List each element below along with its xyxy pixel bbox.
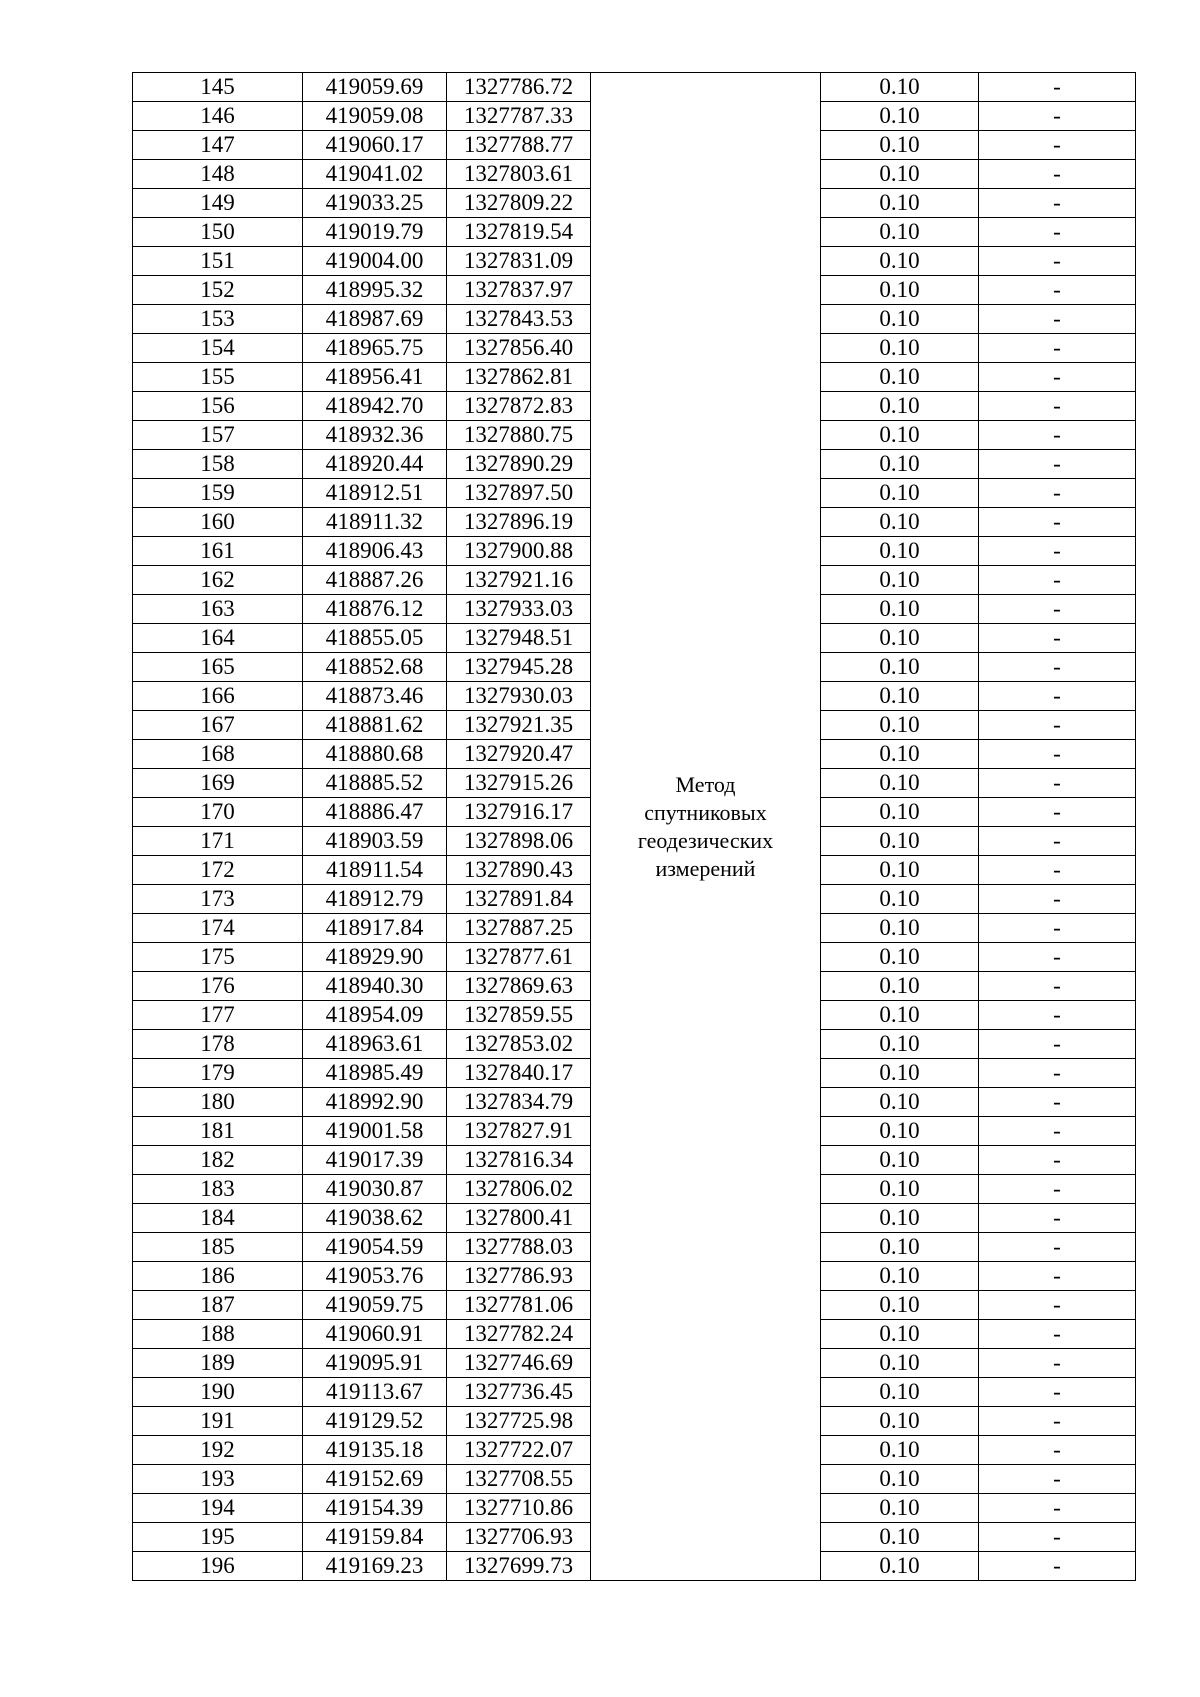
y-coordinate-cell: 1327827.91 bbox=[447, 1117, 591, 1146]
y-coordinate-cell: 1327880.75 bbox=[447, 421, 591, 450]
accuracy-cell: 0.10 bbox=[821, 1436, 979, 1465]
description-cell: - bbox=[979, 1030, 1136, 1059]
accuracy-cell: 0.10 bbox=[821, 769, 979, 798]
point-number-cell: 154 bbox=[133, 334, 303, 363]
x-coordinate-cell: 419095.91 bbox=[303, 1349, 447, 1378]
y-coordinate-cell: 1327869.63 bbox=[447, 972, 591, 1001]
description-cell: - bbox=[979, 798, 1136, 827]
accuracy-cell: 0.10 bbox=[821, 740, 979, 769]
y-coordinate-cell: 1327933.03 bbox=[447, 595, 591, 624]
accuracy-cell: 0.10 bbox=[821, 943, 979, 972]
y-coordinate-cell: 1327890.29 bbox=[447, 450, 591, 479]
x-coordinate-cell: 418929.90 bbox=[303, 943, 447, 972]
description-cell: - bbox=[979, 1552, 1136, 1581]
point-number-cell: 173 bbox=[133, 885, 303, 914]
x-coordinate-cell: 419030.87 bbox=[303, 1175, 447, 1204]
accuracy-cell: 0.10 bbox=[821, 711, 979, 740]
description-cell: - bbox=[979, 247, 1136, 276]
accuracy-cell: 0.10 bbox=[821, 1494, 979, 1523]
description-cell: - bbox=[979, 1117, 1136, 1146]
description-cell: - bbox=[979, 479, 1136, 508]
y-coordinate-cell: 1327816.34 bbox=[447, 1146, 591, 1175]
point-number-cell: 158 bbox=[133, 450, 303, 479]
description-cell: - bbox=[979, 1436, 1136, 1465]
accuracy-cell: 0.10 bbox=[821, 160, 979, 189]
accuracy-cell: 0.10 bbox=[821, 1378, 979, 1407]
accuracy-cell: 0.10 bbox=[821, 1262, 979, 1291]
y-coordinate-cell: 1327782.24 bbox=[447, 1320, 591, 1349]
point-number-cell: 186 bbox=[133, 1262, 303, 1291]
point-number-cell: 162 bbox=[133, 566, 303, 595]
x-coordinate-cell: 419135.18 bbox=[303, 1436, 447, 1465]
point-number-cell: 157 bbox=[133, 421, 303, 450]
method-text-line: геодезических bbox=[637, 827, 774, 853]
accuracy-cell: 0.10 bbox=[821, 653, 979, 682]
x-coordinate-cell: 418995.32 bbox=[303, 276, 447, 305]
accuracy-cell: 0.10 bbox=[821, 73, 979, 102]
description-cell: - bbox=[979, 1465, 1136, 1494]
x-coordinate-cell: 419019.79 bbox=[303, 218, 447, 247]
point-number-cell: 178 bbox=[133, 1030, 303, 1059]
point-number-cell: 153 bbox=[133, 305, 303, 334]
coordinates-table-body bbox=[133, 73, 1136, 1581]
point-number-cell: 152 bbox=[133, 276, 303, 305]
accuracy-cell: 0.10 bbox=[821, 566, 979, 595]
x-coordinate-cell: 418942.70 bbox=[303, 392, 447, 421]
x-coordinate-cell: 418911.54 bbox=[303, 856, 447, 885]
point-number-cell: 168 bbox=[133, 740, 303, 769]
point-number-cell: 169 bbox=[133, 769, 303, 798]
accuracy-cell: 0.10 bbox=[821, 914, 979, 943]
y-coordinate-cell: 1327806.02 bbox=[447, 1175, 591, 1204]
point-number-cell: 148 bbox=[133, 160, 303, 189]
y-coordinate-cell: 1327819.54 bbox=[447, 218, 591, 247]
method-text-line: измерений bbox=[655, 855, 756, 881]
accuracy-cell: 0.10 bbox=[821, 798, 979, 827]
accuracy-cell: 0.10 bbox=[821, 1030, 979, 1059]
x-coordinate-cell: 419169.23 bbox=[303, 1552, 447, 1581]
x-coordinate-cell: 419059.69 bbox=[303, 73, 447, 102]
y-coordinate-cell: 1327746.69 bbox=[447, 1349, 591, 1378]
y-coordinate-cell: 1327725.98 bbox=[447, 1407, 591, 1436]
y-coordinate-cell: 1327916.17 bbox=[447, 798, 591, 827]
accuracy-cell: 0.10 bbox=[821, 624, 979, 653]
description-cell: - bbox=[979, 1349, 1136, 1378]
accuracy-cell: 0.10 bbox=[821, 450, 979, 479]
accuracy-cell: 0.10 bbox=[821, 972, 979, 1001]
x-coordinate-cell: 418985.49 bbox=[303, 1059, 447, 1088]
point-number-cell: 164 bbox=[133, 624, 303, 653]
x-coordinate-cell: 418917.84 bbox=[303, 914, 447, 943]
y-coordinate-cell: 1327862.81 bbox=[447, 363, 591, 392]
description-cell: - bbox=[979, 160, 1136, 189]
coordinates-table bbox=[132, 72, 1136, 1581]
x-coordinate-cell: 418886.47 bbox=[303, 798, 447, 827]
accuracy-cell: 0.10 bbox=[821, 392, 979, 421]
accuracy-cell: 0.10 bbox=[821, 595, 979, 624]
description-cell: - bbox=[979, 682, 1136, 711]
y-coordinate-cell: 1327859.55 bbox=[447, 1001, 591, 1030]
description-cell: - bbox=[979, 914, 1136, 943]
accuracy-cell: 0.10 bbox=[821, 1088, 979, 1117]
point-number-cell: 192 bbox=[133, 1436, 303, 1465]
y-coordinate-cell: 1327948.51 bbox=[447, 624, 591, 653]
x-coordinate-cell: 418876.12 bbox=[303, 595, 447, 624]
accuracy-cell: 0.10 bbox=[821, 1001, 979, 1030]
accuracy-cell: 0.10 bbox=[821, 131, 979, 160]
description-cell: - bbox=[979, 624, 1136, 653]
accuracy-cell: 0.10 bbox=[821, 1233, 979, 1262]
description-cell: - bbox=[979, 508, 1136, 537]
y-coordinate-cell: 1327708.55 bbox=[447, 1465, 591, 1494]
y-coordinate-cell: 1327788.77 bbox=[447, 131, 591, 160]
point-number-cell: 167 bbox=[133, 711, 303, 740]
accuracy-cell: 0.10 bbox=[821, 827, 979, 856]
accuracy-cell: 0.10 bbox=[821, 276, 979, 305]
x-coordinate-cell: 419060.91 bbox=[303, 1320, 447, 1349]
accuracy-cell: 0.10 bbox=[821, 305, 979, 334]
point-number-cell: 163 bbox=[133, 595, 303, 624]
description-cell: - bbox=[979, 653, 1136, 682]
point-number-cell: 190 bbox=[133, 1378, 303, 1407]
point-number-cell: 159 bbox=[133, 479, 303, 508]
x-coordinate-cell: 418956.41 bbox=[303, 363, 447, 392]
point-number-cell: 149 bbox=[133, 189, 303, 218]
point-number-cell: 177 bbox=[133, 1001, 303, 1030]
point-number-cell: 195 bbox=[133, 1523, 303, 1552]
x-coordinate-cell: 418912.51 bbox=[303, 479, 447, 508]
description-cell: - bbox=[979, 1175, 1136, 1204]
y-coordinate-cell: 1327915.26 bbox=[447, 769, 591, 798]
y-coordinate-cell: 1327786.93 bbox=[447, 1262, 591, 1291]
description-cell: - bbox=[979, 1378, 1136, 1407]
y-coordinate-cell: 1327896.19 bbox=[447, 508, 591, 537]
y-coordinate-cell: 1327890.43 bbox=[447, 856, 591, 885]
y-coordinate-cell: 1327898.06 bbox=[447, 827, 591, 856]
accuracy-cell: 0.10 bbox=[821, 682, 979, 711]
y-coordinate-cell: 1327900.88 bbox=[447, 537, 591, 566]
y-coordinate-cell: 1327787.33 bbox=[447, 102, 591, 131]
accuracy-cell: 0.10 bbox=[821, 1117, 979, 1146]
x-coordinate-cell: 419129.52 bbox=[303, 1407, 447, 1436]
point-number-cell: 193 bbox=[133, 1465, 303, 1494]
method-text-line: Метод bbox=[675, 771, 736, 797]
x-coordinate-cell: 418965.75 bbox=[303, 334, 447, 363]
y-coordinate-cell: 1327920.47 bbox=[447, 740, 591, 769]
description-cell: - bbox=[979, 1233, 1136, 1262]
x-coordinate-cell: 418880.68 bbox=[303, 740, 447, 769]
x-coordinate-cell: 418903.59 bbox=[303, 827, 447, 856]
description-cell: - bbox=[979, 218, 1136, 247]
y-coordinate-cell: 1327887.25 bbox=[447, 914, 591, 943]
y-coordinate-cell: 1327877.61 bbox=[447, 943, 591, 972]
description-cell: - bbox=[979, 421, 1136, 450]
description-cell: - bbox=[979, 769, 1136, 798]
description-cell: - bbox=[979, 1204, 1136, 1233]
y-coordinate-cell: 1327853.02 bbox=[447, 1030, 591, 1059]
x-coordinate-cell: 419041.02 bbox=[303, 160, 447, 189]
point-number-cell: 188 bbox=[133, 1320, 303, 1349]
x-coordinate-cell: 418963.61 bbox=[303, 1030, 447, 1059]
description-cell: - bbox=[979, 1059, 1136, 1088]
accuracy-cell: 0.10 bbox=[821, 102, 979, 131]
x-coordinate-cell: 419038.62 bbox=[303, 1204, 447, 1233]
description-cell: - bbox=[979, 566, 1136, 595]
description-cell: - bbox=[979, 1523, 1136, 1552]
description-cell: - bbox=[979, 1407, 1136, 1436]
point-number-cell: 194 bbox=[133, 1494, 303, 1523]
description-cell: - bbox=[979, 392, 1136, 421]
description-cell: - bbox=[979, 595, 1136, 624]
x-coordinate-cell: 419054.59 bbox=[303, 1233, 447, 1262]
accuracy-cell: 0.10 bbox=[821, 537, 979, 566]
description-cell: - bbox=[979, 856, 1136, 885]
method-text-line: спутниковых bbox=[644, 799, 767, 825]
accuracy-cell: 0.10 bbox=[821, 189, 979, 218]
accuracy-cell: 0.10 bbox=[821, 856, 979, 885]
point-number-cell: 179 bbox=[133, 1059, 303, 1088]
x-coordinate-cell: 419159.84 bbox=[303, 1523, 447, 1552]
point-number-cell: 146 bbox=[133, 102, 303, 131]
y-coordinate-cell: 1327843.53 bbox=[447, 305, 591, 334]
accuracy-cell: 0.10 bbox=[821, 1291, 979, 1320]
y-coordinate-cell: 1327706.93 bbox=[447, 1523, 591, 1552]
point-number-cell: 184 bbox=[133, 1204, 303, 1233]
y-coordinate-cell: 1327856.40 bbox=[447, 334, 591, 363]
description-cell: - bbox=[979, 73, 1136, 102]
accuracy-cell: 0.10 bbox=[821, 334, 979, 363]
description-cell: - bbox=[979, 363, 1136, 392]
point-number-cell: 176 bbox=[133, 972, 303, 1001]
point-number-cell: 171 bbox=[133, 827, 303, 856]
x-coordinate-cell: 419152.69 bbox=[303, 1465, 447, 1494]
x-coordinate-cell: 419060.17 bbox=[303, 131, 447, 160]
point-number-cell: 187 bbox=[133, 1291, 303, 1320]
description-cell: - bbox=[979, 943, 1136, 972]
x-coordinate-cell: 418987.69 bbox=[303, 305, 447, 334]
accuracy-cell: 0.10 bbox=[821, 1465, 979, 1494]
y-coordinate-cell: 1327921.35 bbox=[447, 711, 591, 740]
point-number-cell: 181 bbox=[133, 1117, 303, 1146]
description-cell: - bbox=[979, 1146, 1136, 1175]
description-cell: - bbox=[979, 305, 1136, 334]
x-coordinate-cell: 419059.75 bbox=[303, 1291, 447, 1320]
accuracy-cell: 0.10 bbox=[821, 1059, 979, 1088]
y-coordinate-cell: 1327800.41 bbox=[447, 1204, 591, 1233]
x-coordinate-cell: 418855.05 bbox=[303, 624, 447, 653]
description-cell: - bbox=[979, 972, 1136, 1001]
y-coordinate-cell: 1327722.07 bbox=[447, 1436, 591, 1465]
y-coordinate-cell: 1327837.97 bbox=[447, 276, 591, 305]
y-coordinate-cell: 1327834.79 bbox=[447, 1088, 591, 1117]
accuracy-cell: 0.10 bbox=[821, 1523, 979, 1552]
accuracy-cell: 0.10 bbox=[821, 508, 979, 537]
point-number-cell: 145 bbox=[133, 73, 303, 102]
table-row bbox=[133, 73, 1136, 102]
accuracy-cell: 0.10 bbox=[821, 1407, 979, 1436]
accuracy-cell: 0.10 bbox=[821, 247, 979, 276]
point-number-cell: 189 bbox=[133, 1349, 303, 1378]
accuracy-cell: 0.10 bbox=[821, 1175, 979, 1204]
accuracy-cell: 0.10 bbox=[821, 479, 979, 508]
point-number-cell: 166 bbox=[133, 682, 303, 711]
x-coordinate-cell: 419059.08 bbox=[303, 102, 447, 131]
y-coordinate-cell: 1327840.17 bbox=[447, 1059, 591, 1088]
y-coordinate-cell: 1327872.83 bbox=[447, 392, 591, 421]
description-cell: - bbox=[979, 885, 1136, 914]
x-coordinate-cell: 418912.79 bbox=[303, 885, 447, 914]
x-coordinate-cell: 418932.36 bbox=[303, 421, 447, 450]
point-number-cell: 150 bbox=[133, 218, 303, 247]
point-number-cell: 161 bbox=[133, 537, 303, 566]
point-number-cell: 160 bbox=[133, 508, 303, 537]
description-cell: - bbox=[979, 276, 1136, 305]
point-number-cell: 170 bbox=[133, 798, 303, 827]
y-coordinate-cell: 1327710.86 bbox=[447, 1494, 591, 1523]
x-coordinate-cell: 418911.32 bbox=[303, 508, 447, 537]
description-cell: - bbox=[979, 189, 1136, 218]
description-cell: - bbox=[979, 102, 1136, 131]
description-cell: - bbox=[979, 711, 1136, 740]
point-number-cell: 185 bbox=[133, 1233, 303, 1262]
point-number-cell: 151 bbox=[133, 247, 303, 276]
description-cell: - bbox=[979, 1088, 1136, 1117]
accuracy-cell: 0.10 bbox=[821, 421, 979, 450]
point-number-cell: 191 bbox=[133, 1407, 303, 1436]
x-coordinate-cell: 418881.62 bbox=[303, 711, 447, 740]
x-coordinate-cell: 419154.39 bbox=[303, 1494, 447, 1523]
x-coordinate-cell: 419017.39 bbox=[303, 1146, 447, 1175]
point-number-cell: 165 bbox=[133, 653, 303, 682]
x-coordinate-cell: 418906.43 bbox=[303, 537, 447, 566]
y-coordinate-cell: 1327831.09 bbox=[447, 247, 591, 276]
accuracy-cell: 0.10 bbox=[821, 1349, 979, 1378]
point-number-cell: 172 bbox=[133, 856, 303, 885]
y-coordinate-cell: 1327891.84 bbox=[447, 885, 591, 914]
x-coordinate-cell: 419053.76 bbox=[303, 1262, 447, 1291]
x-coordinate-cell: 419033.25 bbox=[303, 189, 447, 218]
point-number-cell: 147 bbox=[133, 131, 303, 160]
description-cell: - bbox=[979, 827, 1136, 856]
x-coordinate-cell: 418887.26 bbox=[303, 566, 447, 595]
x-coordinate-cell: 418954.09 bbox=[303, 1001, 447, 1030]
description-cell: - bbox=[979, 131, 1136, 160]
x-coordinate-cell: 418885.52 bbox=[303, 769, 447, 798]
y-coordinate-cell: 1327699.73 bbox=[447, 1552, 591, 1581]
point-number-cell: 175 bbox=[133, 943, 303, 972]
description-cell: - bbox=[979, 1262, 1136, 1291]
y-coordinate-cell: 1327803.61 bbox=[447, 160, 591, 189]
description-cell: - bbox=[979, 334, 1136, 363]
point-number-cell: 182 bbox=[133, 1146, 303, 1175]
y-coordinate-cell: 1327897.50 bbox=[447, 479, 591, 508]
y-coordinate-cell: 1327736.45 bbox=[447, 1378, 591, 1407]
accuracy-cell: 0.10 bbox=[821, 363, 979, 392]
accuracy-cell: 0.10 bbox=[821, 1146, 979, 1175]
accuracy-cell: 0.10 bbox=[821, 218, 979, 247]
x-coordinate-cell: 418873.46 bbox=[303, 682, 447, 711]
accuracy-cell: 0.10 bbox=[821, 885, 979, 914]
description-cell: - bbox=[979, 1494, 1136, 1523]
x-coordinate-cell: 418940.30 bbox=[303, 972, 447, 1001]
description-cell: - bbox=[979, 450, 1136, 479]
accuracy-cell: 0.10 bbox=[821, 1204, 979, 1233]
x-coordinate-cell: 418992.90 bbox=[303, 1088, 447, 1117]
x-coordinate-cell: 418920.44 bbox=[303, 450, 447, 479]
y-coordinate-cell: 1327930.03 bbox=[447, 682, 591, 711]
y-coordinate-cell: 1327786.72 bbox=[447, 73, 591, 102]
x-coordinate-cell: 419113.67 bbox=[303, 1378, 447, 1407]
description-cell: - bbox=[979, 537, 1136, 566]
description-cell: - bbox=[979, 1320, 1136, 1349]
point-number-cell: 196 bbox=[133, 1552, 303, 1581]
x-coordinate-cell: 419004.00 bbox=[303, 247, 447, 276]
y-coordinate-cell: 1327809.22 bbox=[447, 189, 591, 218]
description-cell: - bbox=[979, 1001, 1136, 1030]
point-number-cell: 174 bbox=[133, 914, 303, 943]
point-number-cell: 156 bbox=[133, 392, 303, 421]
y-coordinate-cell: 1327781.06 bbox=[447, 1291, 591, 1320]
description-cell: - bbox=[979, 1291, 1136, 1320]
point-number-cell: 180 bbox=[133, 1088, 303, 1117]
point-number-cell: 183 bbox=[133, 1175, 303, 1204]
y-coordinate-cell: 1327921.16 bbox=[447, 566, 591, 595]
y-coordinate-cell: 1327945.28 bbox=[447, 653, 591, 682]
accuracy-cell: 0.10 bbox=[821, 1320, 979, 1349]
method-cell bbox=[591, 73, 821, 1581]
accuracy-cell: 0.10 bbox=[821, 1552, 979, 1581]
x-coordinate-cell: 418852.68 bbox=[303, 653, 447, 682]
point-number-cell: 155 bbox=[133, 363, 303, 392]
x-coordinate-cell: 419001.58 bbox=[303, 1117, 447, 1146]
y-coordinate-cell: 1327788.03 bbox=[447, 1233, 591, 1262]
description-cell: - bbox=[979, 740, 1136, 769]
